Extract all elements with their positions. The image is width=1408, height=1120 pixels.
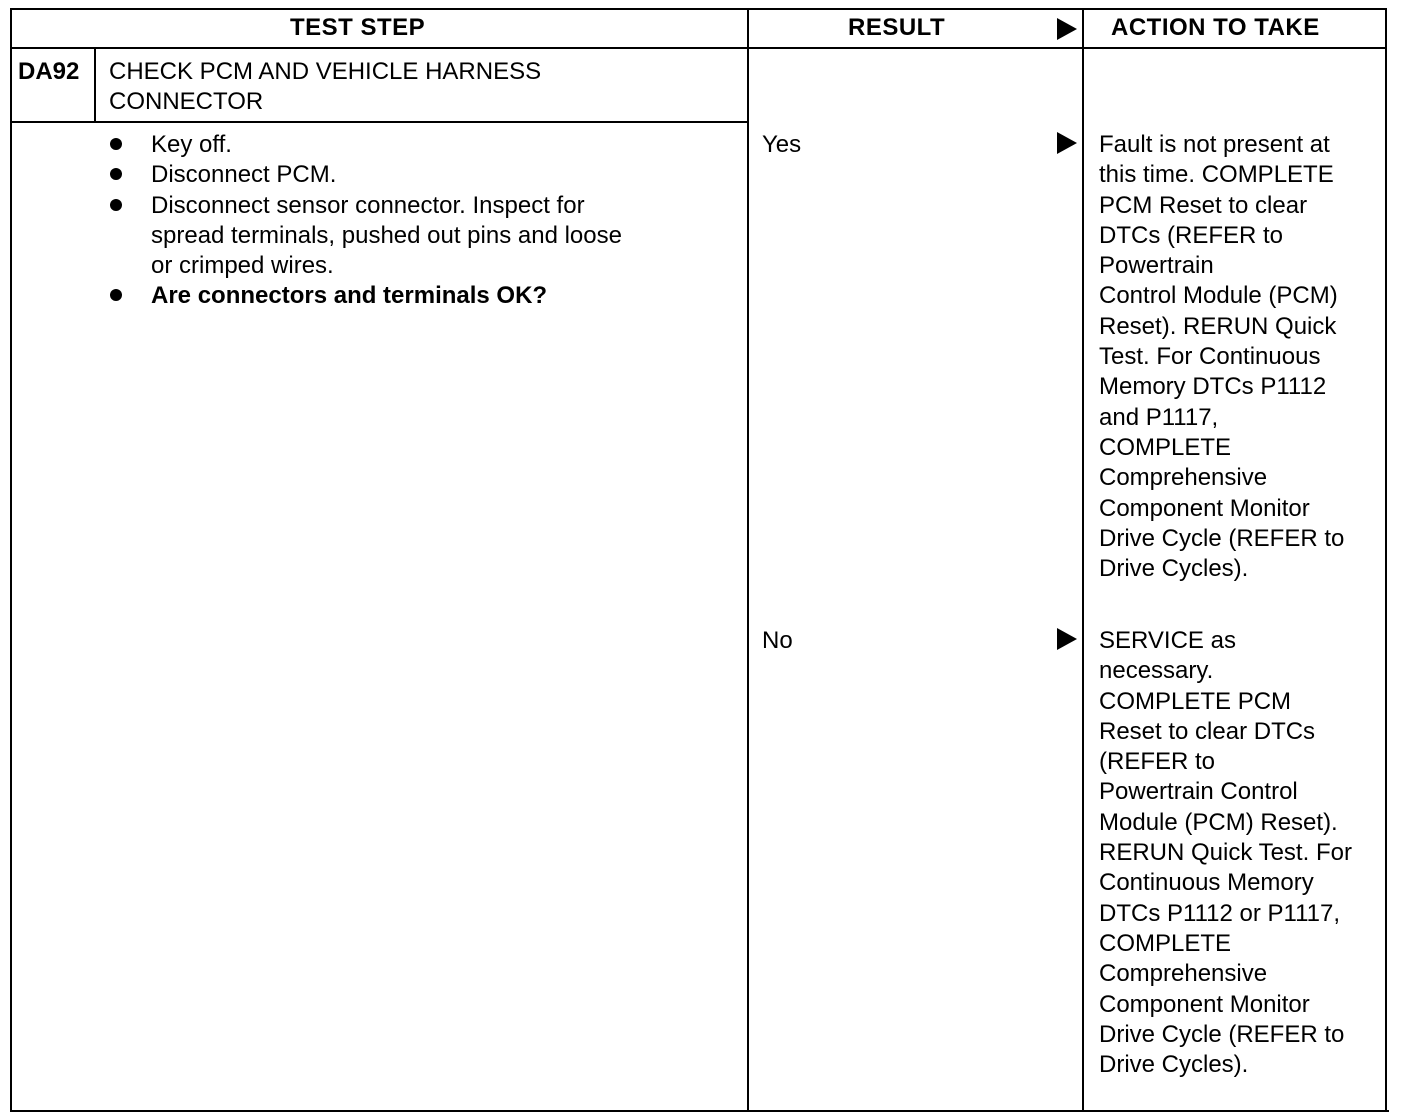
step-title-line-1: CHECK PCM AND VEHICLE HARNESS [109, 58, 542, 85]
header-bottom-rule [10, 47, 1387, 49]
top-border [10, 8, 1387, 10]
code-divider [94, 48, 96, 122]
header-action: ACTION TO TAKE [1111, 14, 1320, 41]
bullet-icon [110, 289, 122, 301]
result-action-divider [1082, 8, 1084, 1112]
bullet-icon [110, 168, 122, 180]
left-border [10, 8, 12, 1112]
result-no-arrow-icon [1057, 628, 1077, 650]
step-code: DA92 [18, 58, 80, 85]
step-title-line-2: CONNECTOR [109, 88, 264, 115]
result-yes-action: Fault is not present at this time. COMPLETE PCM Reset to clear DTCs (REFER to Powertrain Control Module (PCM) Reset). RERUN Quick Test. For Continuous Memory DTCs P1112 and P1117, COMPLETE Comprehensive Component Monitor Drive Cycle (REFER to Drive Cycles). [1099, 131, 1345, 583]
bullet-icon [110, 138, 122, 150]
step-title-rule [10, 121, 748, 123]
bullet-icon [110, 199, 122, 211]
header-result: RESULT [848, 14, 946, 41]
result-yes-arrow-icon [1057, 132, 1077, 154]
header-test-step: TEST STEP [290, 14, 426, 41]
instruction-item: Disconnect sensor connector. Inspect for spread terminals, pushed out pins and loose or crimped wires. [106, 191, 622, 282]
result-no-label: No [762, 627, 793, 654]
right-border [1385, 8, 1387, 1112]
result-yes-label: Yes [762, 131, 802, 158]
instruction-item: Disconnect PCM. [106, 160, 622, 190]
instruction-item: Key off. [106, 130, 622, 160]
step-result-divider [747, 8, 749, 1112]
instruction-question: Are connectors and terminals OK? [106, 281, 622, 311]
bottom-border [10, 1110, 1389, 1112]
result-no-action: SERVICE as necessary. COMPLETE PCM Reset to clear DTCs (REFER to Powertrain Control Module (PCM) Reset). RERUN Quick Test. For Continuous Memory DTCs P1112 or P1117, COMPLETE Comprehensive Component Monitor Drive Cycle (REFER to Drive Cycles). [1099, 627, 1352, 1079]
step-instructions [106, 130, 622, 312]
header-arrow-icon [1057, 18, 1077, 40]
